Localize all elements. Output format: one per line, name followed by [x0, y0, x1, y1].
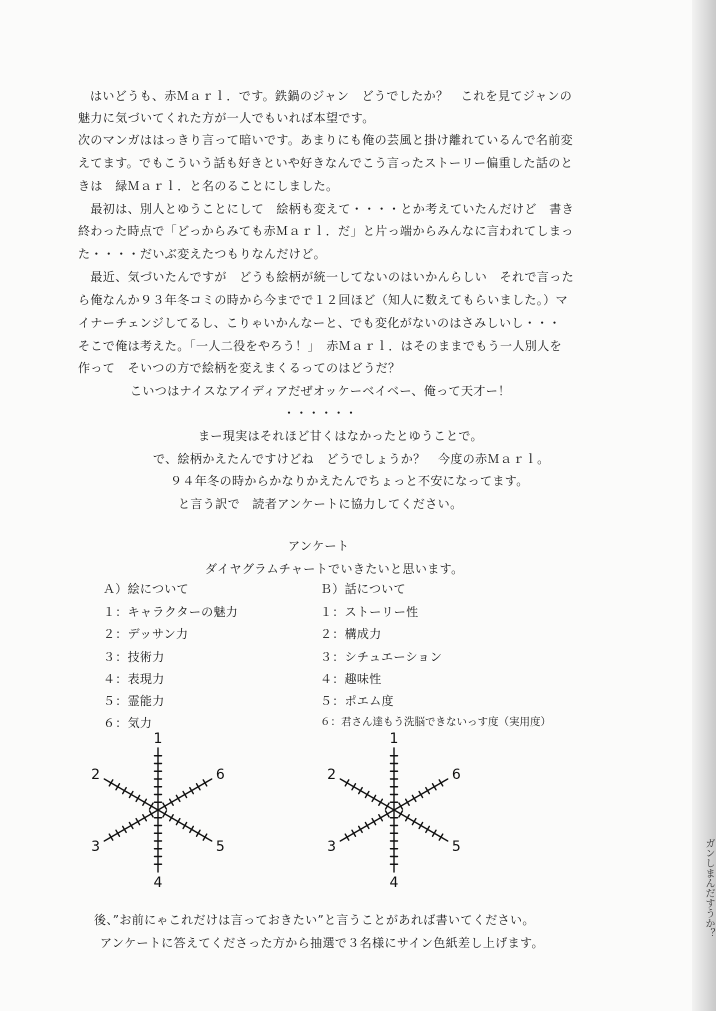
text-line: えてます。でもこういう話も好きといや好きなんでこう言ったストーリー偏重した話のと: [78, 156, 574, 170]
axis-label: 6: [215, 767, 225, 783]
text-line: こいつはナイスなアイディアだぜオッケーベイベー、俺って天才ー！: [130, 384, 511, 398]
text-line: 魅力に気づいてくれた方が一人でもいれば本望です。: [78, 111, 375, 125]
text-line: イナーチェンジしてるし、こりゃいかんなーと、でも変化がないのはさみしいし・・・: [78, 316, 561, 330]
section-b-item: １：ストーリー性: [320, 605, 419, 619]
text-line: 次のマンガははっきり言って暗いです。あまりにも俺の芸風と掛け離れているんで名前変: [78, 133, 574, 147]
diagram-chart-b: [324, 731, 464, 891]
section-a-item: ５：霊能力: [103, 694, 165, 708]
section-b-item: ６：君さん達もう洗脳できないっす度（実用度）: [320, 716, 551, 728]
axis-label: 3: [327, 839, 337, 855]
axis-label: 2: [91, 767, 101, 783]
section-b-heading: Ｂ）話について: [320, 582, 406, 596]
section-a-item: ４：表現力: [103, 672, 165, 686]
text-line: ら俺なんか９３年冬コミの時から今までで１２回ほど（知人に数えてもらいました。）マ: [78, 293, 569, 307]
text-line: 終わった時点で「どっからみても赤Ｍａｒｌ．だ」と片っ端からみんなに言われてしまっ: [78, 224, 574, 238]
axis-label: 6: [451, 767, 461, 783]
axis-label: 1: [153, 731, 163, 747]
text-line: 最近、気づいたんですが どうも絵柄が統一してないのはいかんらしい それで言った: [78, 270, 575, 284]
adjacent-page-text: ガンしまんだすうか？: [703, 838, 714, 938]
text-line: で、絵柄かえたんですけどね どうでしょうか？ 今度の赤Ｍａｒｌ。: [153, 452, 550, 466]
section-a-item: ２：デッサン力: [103, 627, 189, 641]
section-b-item: ２：構成力: [320, 627, 382, 641]
section-b-item: ５：ポエム度: [320, 694, 394, 708]
axis-label: 4: [389, 875, 399, 891]
text-line: 作って そいつの方で絵柄を変えまくるってのはどうだ？: [78, 361, 401, 375]
text-line: はいどうも、赤Ｍａｒｌ．です。鉄鍋のジャン どうでしたか？ これを見てジャンの: [90, 89, 573, 103]
text-line: と言う訳で 読者アンケートに協力してください。: [178, 497, 463, 511]
section-a-item: ６：気力: [103, 716, 153, 730]
ellipsis-line: ・・・・・・: [283, 406, 358, 420]
section-a-heading: Ａ）絵について: [103, 582, 189, 596]
section-b-item: ４：趣味性: [320, 672, 382, 686]
text-line: そこで俺は考えた。「一人二役をやろう！」 赤Ｍａｒｌ．はそのままでもう一人別人を: [78, 339, 563, 353]
section-b-item: ３：シチュエーション: [320, 650, 443, 664]
survey-title: アンケート: [288, 539, 350, 553]
closing-line: 後、”お前にゃこれだけは言っておきたい”と言うことがあれば書いてください。: [94, 913, 535, 927]
text-line: た・・・・だいぶ変えたつもりなんだけど。: [78, 247, 327, 261]
axis-label: 4: [153, 875, 163, 891]
axis-label: 3: [91, 839, 101, 855]
axis-label: 5: [215, 839, 225, 855]
text-line: まー現実はそれほど甘くはなかったとゆうことで。: [198, 429, 483, 443]
section-a-item: ３：技術力: [103, 650, 165, 664]
diagram-chart-a: [88, 731, 228, 891]
axis-label: 1: [389, 731, 399, 747]
text-line: 最初は、別人とゆうことにして 絵柄も変えて・・・・とか考えていたんだけど 書き: [78, 202, 575, 216]
axis-label: 5: [451, 839, 461, 855]
survey-intro: ダイヤグラムチャートでいきたいと思います。: [205, 562, 464, 576]
section-a-item: １：キャラクターの魅力: [103, 605, 239, 619]
text-line: きは 緑Ｍａｒｌ．と名のることにしました。: [78, 179, 339, 193]
axis-label: 2: [327, 767, 337, 783]
text-line: ９４年冬の時からかなりかえたんでちょっと不安になってます。: [170, 474, 529, 488]
closing-line: アンケートに答えてくださった方から抽選で３名様にサイン色紙差し上げます。: [100, 936, 544, 950]
